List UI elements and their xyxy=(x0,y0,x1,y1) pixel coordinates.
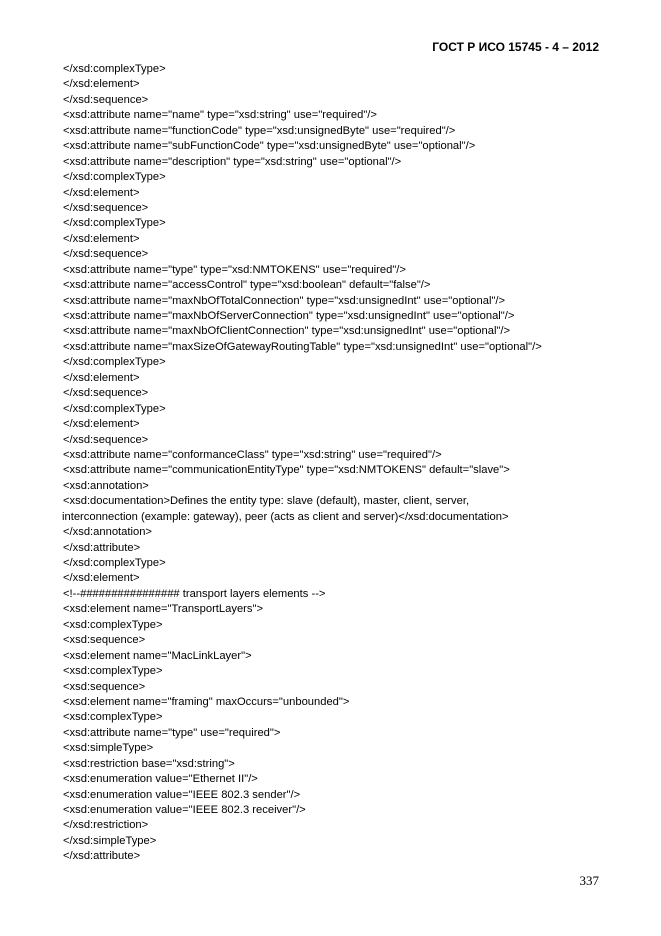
page-number: 337 xyxy=(579,873,599,888)
code-line: </xsd:restriction> xyxy=(63,819,149,832)
code-line: </xsd:complexType> xyxy=(63,63,166,75)
code-line: <xsd:attribute name="maxNbOfClientConnection" type="xsd:unsignedInt" use="optional"/> xyxy=(63,325,511,338)
code-line: </xsd:complexType> xyxy=(63,356,166,369)
code-line: </xsd:complexType> xyxy=(63,217,166,230)
code-line: </xsd:element> xyxy=(63,186,140,199)
code-line: </xsd:sequence> xyxy=(63,201,149,214)
code-line: <xsd:restriction base="xsd:string"> xyxy=(63,757,235,770)
code-line: </xsd:element> xyxy=(63,572,140,585)
code-line: <xsd:attribute name="type" type="xsd:NMTOKENS" use="required"/> xyxy=(63,263,406,276)
code-line: <xsd:simpleType> xyxy=(63,742,154,755)
code-line: </xsd:complexType> xyxy=(63,557,166,569)
code-line: <xsd:attribute name="name" type="xsd:string" use="required"/> xyxy=(63,109,377,122)
code-line: </xsd:annotation> xyxy=(63,526,152,539)
code-line: </xsd:sequence> xyxy=(63,387,149,400)
code-line: </xsd:complexType> xyxy=(63,171,166,184)
code-line: </xsd:element> xyxy=(63,418,140,431)
code-line: </xsd:attribute> xyxy=(63,541,141,554)
xsd-code-listing xyxy=(63,62,639,865)
code-line: <xsd:complexType> xyxy=(63,665,163,678)
code-line: <xsd:attribute name="maxSizeOfGatewayRoutingTable" type="xsd:unsignedInt" use="optional"/> xyxy=(63,340,542,353)
code-line: <xsd:enumeration value="IEEE 802.3 sender"/> xyxy=(63,788,301,801)
code-line: </xsd:sequence> xyxy=(63,248,149,261)
code-line: <xsd:attribute name="communicationEntityType" type="xsd:NMTOKENS" default="slave"> xyxy=(63,464,510,477)
code-line: <xsd:attribute name="description" type="xsd:string" use="optional"/> xyxy=(63,155,402,168)
code-line: <xsd:enumeration value="IEEE 802.3 receiver"/> xyxy=(63,804,306,816)
code-line: <xsd:complexType> xyxy=(63,711,163,724)
code-line: <xsd:complexType> xyxy=(63,618,163,631)
code-line: <xsd:element name="TransportLayers"> xyxy=(63,603,263,616)
code-line: <xsd:attribute name="functionCode" type="xsd:unsignedByte" use="required"/> xyxy=(63,124,456,137)
code-line: <xsd:annotation> xyxy=(63,479,149,492)
code-comment-line: <!--################ transport layers elements --> xyxy=(63,587,326,600)
code-line: <xsd:sequence> xyxy=(63,634,146,647)
code-line: </xsd:sequence> xyxy=(63,433,149,446)
code-line-continuation: interconnection (example: gateway), peer (acts as client and server)</xsd:documentation> xyxy=(62,510,509,523)
code-line: </xsd:simpleType> xyxy=(63,834,157,847)
code-line: </xsd:element> xyxy=(63,232,140,245)
code-line: <xsd:enumeration value="Ethernet II"/> xyxy=(63,773,258,786)
code-line: <xsd:element name="framing" maxOccurs="unbounded"> xyxy=(63,695,350,708)
code-line: </xsd:complexType> xyxy=(63,402,166,415)
code-line: <xsd:sequence> xyxy=(63,680,146,693)
code-line: </xsd:attribute> xyxy=(63,850,141,863)
code-line: <xsd:attribute name="maxNbOfTotalConnection" type="xsd:unsignedInt" use="optional"/> xyxy=(63,294,506,307)
code-line: <xsd:documentation>Defines the entity type: slave (default), master, client, server, xyxy=(63,495,470,508)
code-line: <xsd:attribute name="subFunctionCode" type="xsd:unsignedByte" use="optional"/> xyxy=(63,140,476,153)
code-line: </xsd:element> xyxy=(63,78,140,91)
page-header-standard-id: ГОСТ Р ИСО 15745 - 4 – 2012 xyxy=(432,40,599,54)
code-line: </xsd:element> xyxy=(63,371,140,384)
code-line: <xsd:attribute name="conformanceClass" type="xsd:string" use="required"/> xyxy=(63,448,442,461)
code-line: <xsd:attribute name="type" use="required"> xyxy=(63,726,281,739)
code-line: <xsd:attribute name="accessControl" type="xsd:boolean" default="false"/> xyxy=(63,279,431,292)
code-line: <xsd:element name="MacLinkLayer"> xyxy=(63,649,252,662)
code-line: <xsd:attribute name="maxNbOfServerConnection" type="xsd:unsignedInt" use="optional"/> xyxy=(63,310,515,322)
code-line: </xsd:sequence> xyxy=(63,93,149,106)
